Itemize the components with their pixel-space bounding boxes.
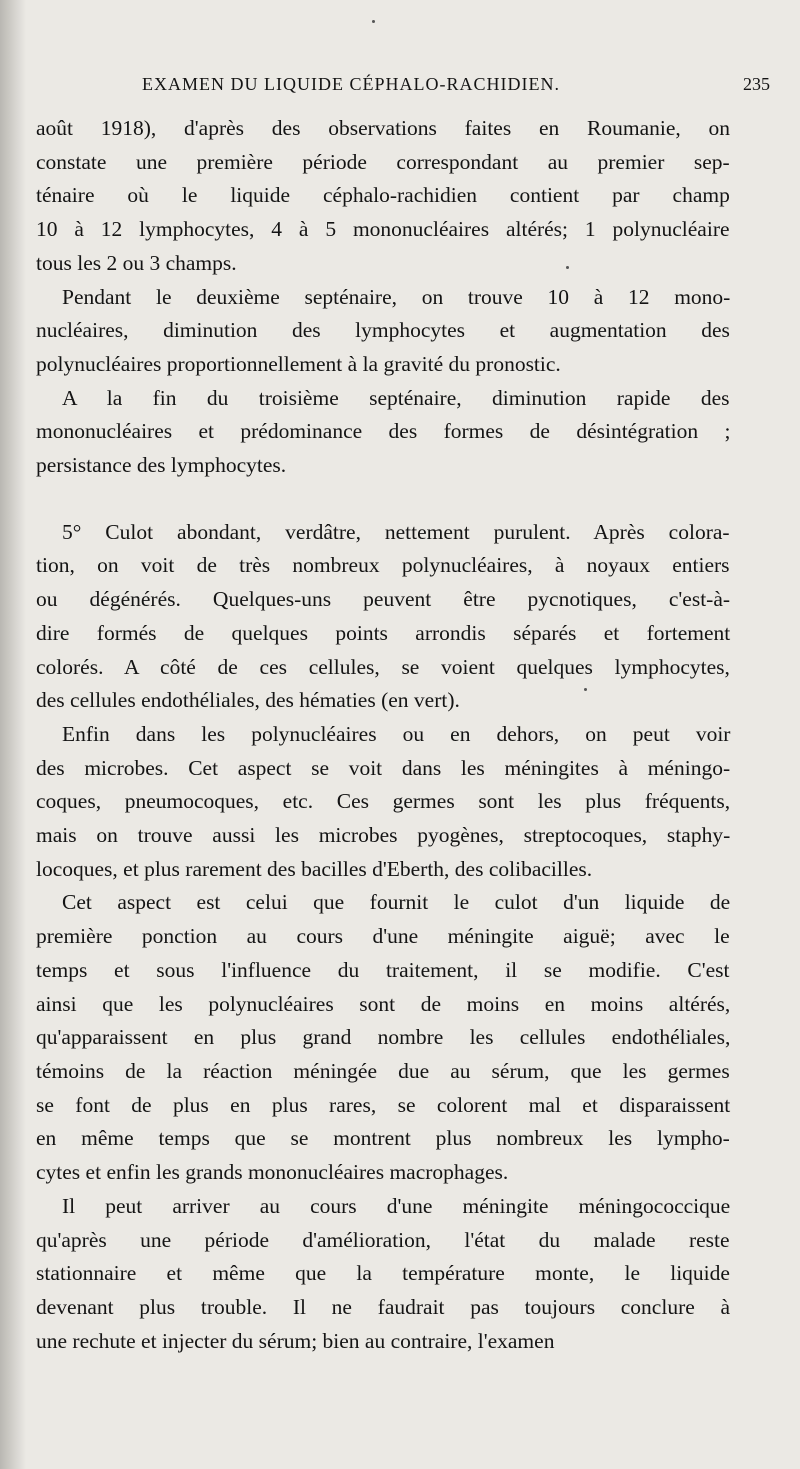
text-line: tous les 2 ou 3 champs.	[36, 250, 237, 275]
paragraph	[36, 516, 730, 718]
text-line: colorés. A côté de ces cellules, se voient quelques lymphocytes,	[36, 654, 730, 679]
text-line: témoins de la réaction méningée due au sérum, que les germes	[36, 1058, 730, 1083]
page-number: 235	[743, 74, 770, 94]
running-head: EXAMEN DU LIQUIDE CÉPHALO-RACHIDIEN.	[142, 74, 560, 94]
paragraph-gap	[36, 483, 730, 516]
text-line: persistance des lymphocytes.	[36, 453, 287, 478]
text-line: ténaire où le liquide céphalo-rachidien contient par champ	[36, 183, 730, 208]
text-line: Il peut arriver au cours d'une méningite méningococcique	[62, 1193, 731, 1218]
text-line: stationnaire et même que la température monte, le liquide	[36, 1261, 730, 1286]
paragraph	[36, 886, 730, 1189]
text-line: nucléaires, diminution des lymphocytes et augmentation des	[36, 318, 730, 343]
text-line: qu'après une période d'amélioration, l'état du malade reste	[36, 1227, 730, 1252]
text-line: locoques, et plus rarement des bacilles d'Eberth, des colibacilles.	[36, 856, 593, 881]
text-line: première ponction au cours d'une méningite aiguë; avec le	[36, 924, 730, 949]
paragraph	[36, 382, 730, 483]
text-line: coques, pneumocoques, etc. Ces germes sont les plus fréquents,	[36, 789, 731, 814]
paragraph	[36, 718, 730, 887]
text-line: cytes et enfin les grands mononucléaires macrophages.	[36, 1160, 509, 1185]
text-line: se font de plus en plus rares, se colorent mal et disparaissent	[36, 1092, 731, 1117]
text-line: 10 à 12 lymphocytes, 4 à 5 mononucléaires altérés; 1 polynucléaire	[36, 217, 730, 242]
paragraph	[36, 281, 730, 382]
text-line: mais on trouve aussi les microbes pyogènes, streptocoques, staphy-	[36, 823, 731, 848]
text-line: 5° Culot abondant, verdâtre, nettement purulent. Après colora-	[62, 519, 730, 544]
page-edge-shadow	[0, 0, 26, 1469]
text-line: polynucléaires proportionnellement à la gravité du pronostic.	[36, 351, 561, 376]
text-line: temps et sous l'influence du traitement, il se modifie. C'est	[36, 957, 730, 982]
text-line: en même temps que se montrent plus nombreux les lympho-	[36, 1126, 730, 1151]
text-line: ou dégénérés. Quelques-uns peuvent être pycnotiques, c'est-à-	[36, 587, 731, 612]
text-line: devenant plus trouble. Il ne faudrait pas toujours conclure à	[36, 1294, 731, 1319]
text-line: une rechute et injecter du sérum; bien au contraire, l'examen	[36, 1328, 555, 1353]
paragraph	[36, 1190, 730, 1359]
text-line: qu'apparaissent en plus grand nombre les cellules endothéliales,	[36, 1025, 731, 1050]
text-line: août 1918), d'après des observations faites en Roumanie, on	[36, 116, 731, 140]
text-line: des microbes. Cet aspect se voit dans les méningites à méningo-	[36, 755, 731, 780]
text-line: des cellules endothéliales, des hématies (en vert).	[36, 688, 460, 713]
text-line: Enfin dans les polynucléaires ou en dehors, on peut voir	[62, 721, 731, 746]
ink-speck	[372, 20, 375, 23]
text-line: dire formés de quelques points arrondis séparés et fortement	[36, 620, 731, 645]
text-line: constate une première période correspondant au premier sep-	[36, 149, 730, 174]
text-line: tion, on voit de très nombreux polynucléaires, à noyaux entiers	[36, 553, 730, 578]
text-line: ainsi que les polynucléaires sont de moins en moins altérés,	[36, 991, 731, 1016]
text-line: mononucléaires et prédominance des formes de désintégration ;	[36, 419, 731, 444]
paragraph	[36, 112, 730, 281]
text-line: A la fin du troisième septénaire, diminution rapide des	[62, 385, 730, 410]
page-header	[30, 70, 770, 110]
text-line: Cet aspect est celui que fournit le culot d'un liquide de	[62, 890, 731, 915]
body-text	[36, 112, 730, 1358]
text-line: Pendant le deuxième septénaire, on trouve 10 à 12 mono-	[62, 284, 731, 309]
